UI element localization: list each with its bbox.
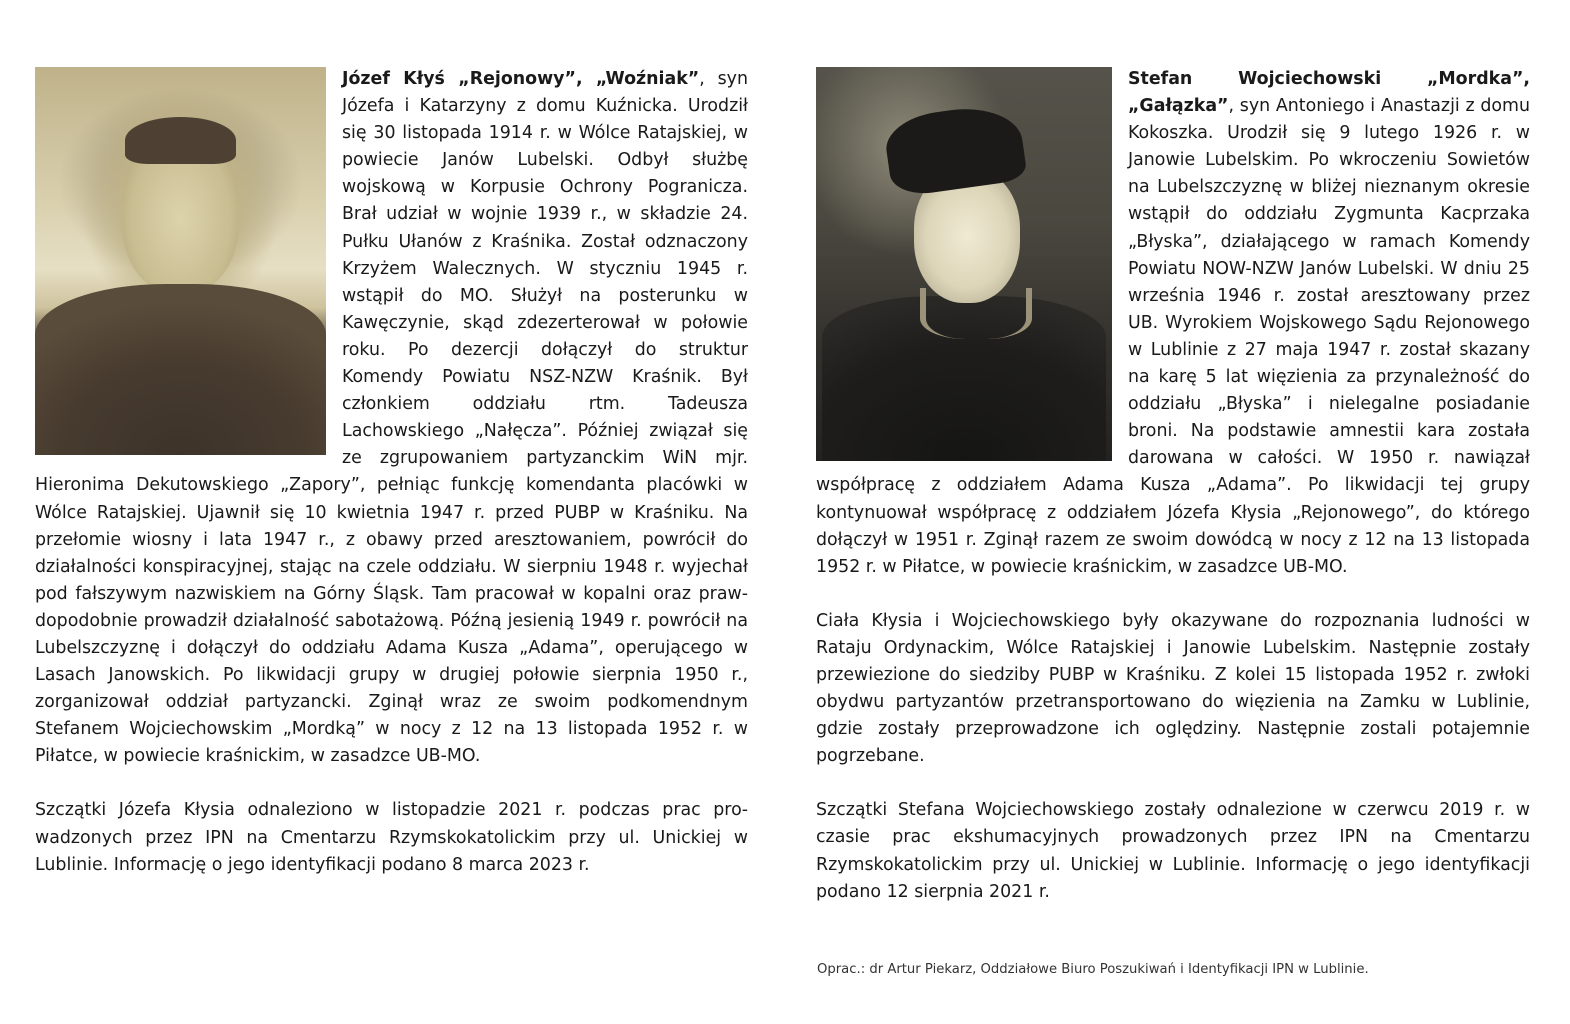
bodies-paragraph: Ciała Kłysia i Wojciechowskiego były okazywane do rozpoznania ludności w Rataju Ordynackim, Wólce Ratajskiej i Janowie Lubelskim. Następnie zostały przewiezione do siedziby PUBP w Kraśniku. Z kolei 15 listopada 1952 r. zwłoki obydwu partyzantów przetransportowano do więzienia na Zamku w Lublinie, gdzie zostały przeprowadzone ich oględziny. Następnie zostali potajemnie pogrzebane. bbox=[816, 610, 1530, 767]
person-name: Józef Kłyś „Rejonowy”, „Woźniak” bbox=[342, 69, 700, 89]
photo-hair bbox=[125, 117, 236, 164]
right-article bbox=[816, 66, 1530, 906]
remains-paragraph: Szczątki Stefana Wojciechowskiego zostały odnalezione w czerwcu 2019 r. w czasie prac ekshumacyjnych prowadzonych przez IPN na Cmentarzu Rzymskokatolickim przy ul. Unickiej w Lublinie. Informację o jego identyfikacji podano 12 sierpnia 2021 r. bbox=[816, 800, 1530, 902]
biography-text: , syn Antoniego i Anastazji z domu Kokoszka. Urodził się 9 lutego 1926 r. w Janowie Lubelskim. Po wkroczeniu Sowietów na Lubelszczyznę w bliżej nieznanym okresie wstąpił do oddziału Zygmunta Kacprzaka „Błyska”, działającego w ramach Komendy Powiatu NOW-NZW Janów Lubelski. W dniu 25 września 1946 r. został aresztowany przez UB. Wyrokiem Wojskowego Sądu Rejonowego w Lublinie z 27 maja 1947 r. został skazany na karę 5 lat więzienia za przynależność do oddziału „Błyska” i nielegalne posiadanie broni. Na podstawie amnestii kara została darowana w całości. W 1950 r. nawiązał współpracę z oddziałem Adama Kusza „Adama”. Po likwidacji tej grupy kontynuował współpracę z oddziałem Józefa Kłysia „Rejonowego”, do którego dołączył w 1951 r. Zginął razem ze swoim dowódcą w nocy z 12 na 13 listopada 1952 r. w Piłatce, w powiecie kraśnickim, w zasadzce UB-MO. bbox=[816, 96, 1530, 577]
person-name: Stefan Wojciechowski „Mordka”, „Gałązka” bbox=[1128, 69, 1530, 117]
portrait-photo-stefan-wojciechowski bbox=[816, 67, 1112, 461]
author-credit: Oprac.: dr Artur Piekarz, Oddziałowe Biuro Poszukiwań i Identyfikacji IPN w Lublinie. bbox=[817, 962, 1369, 977]
portrait-photo-jozef-klys bbox=[35, 67, 326, 455]
biography-text: , syn Józefa i Katarzyny z domu Kuźnicka. Urodził się 30 listopada 1914 r. w Wólce Ratajskiej, w powiecie Janów Lubelski. Odbył służbę wojskową w Korpusie Ochrony Pogranicza. Brał udział w wojnie 1939 r., w składzie 24. Pułku Ułanów z Kraśnika. Został odznaczony Krzyżem Walecznych. W styczniu 1945 r. wstąpił do MO. Służył na posterunku w Kawęczynie, skąd zdezerterował w połowie roku. Po dezercji dołączył do struktur Komendy Powiatu NSZ-NZW Kraśnik. Był członkiem oddziału rtm. Tadeusza Lachowskiego „Nałęcza”. Później związał się ze zgrupowaniem partyzanckim WiN mjr. Hieronima Dekutowskiego „Zapory”, pełniąc funkcję komendanta placówki w Wólce Ratajskiej. Ujawnił się 10 kwietnia 1947 r. przed PUBP w Kraśniku. Na przełomie wiosny i lata 1947 r., z obawy przed aresztowaniem, powrócił do działalności konspiracyjnej, stając na czele oddziału. W sierpniu 1948 r. wyjechał pod fałszywym nazwiskiem na Górny Śląsk. Tam pracował w kopalni oraz prawdopodobnie prowadził działalność sabotażową. Późną jesienią 1949 r. powrócił na Lubelszczyznę i dołączył do oddziału Adama Kusza „Adama”, operującego w Lasach Janowskich. Po likwidacji grupy w drugiej połowie sierpnia 1950 r., zorganizował oddział partyzancki. Zginął wraz ze swoim podkomendnym Stefanem Wojciechowskim „Mordką” w nocy z 12 na 13 listopada 1952 r. w Piłatce, w powiecie kraśnickim, w zasadzce UB-MO. bbox=[35, 69, 749, 767]
remains-paragraph: Szczątki Józefa Kłysia odnaleziono w listopadzie 2021 r. podczas prac prowadzonych przez IPN na Cmentarzu Rzymskokatolickim przy ul. Unickiej w Lublinie. Informację o jego identyfikacji podano 8 marca 2023 r. bbox=[35, 800, 748, 875]
photo-cap bbox=[882, 101, 1028, 198]
photo-collar bbox=[920, 288, 1033, 339]
left-article bbox=[35, 66, 748, 879]
photo-uniform bbox=[35, 284, 326, 455]
